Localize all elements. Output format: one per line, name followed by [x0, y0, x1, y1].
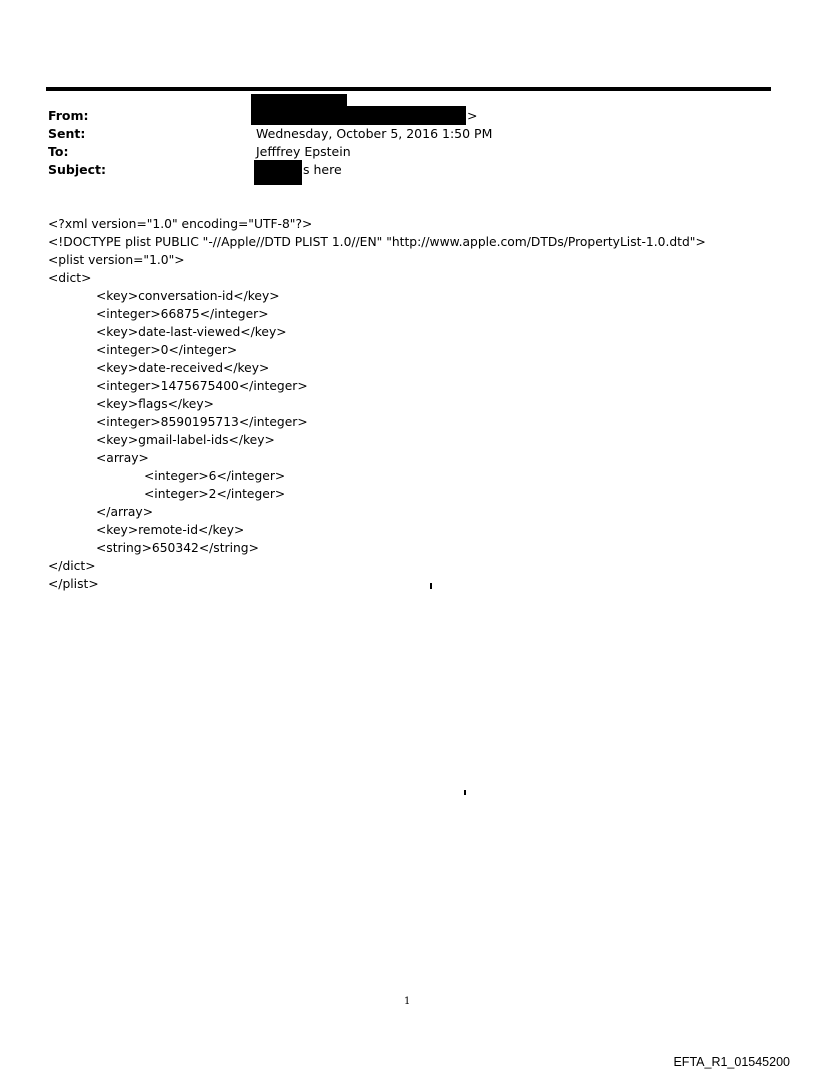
body-line: <integer>66875</integer> [96, 307, 269, 321]
body-line: <key>flags</key> [96, 397, 214, 411]
body-line: </plist> [48, 577, 99, 591]
sent-value: Wednesday, October 5, 2016 1:50 PM [256, 126, 493, 141]
from-value: > [467, 108, 478, 123]
subject-label: Subject: [48, 162, 106, 177]
body-line: <integer>8590195713</integer> [96, 415, 308, 429]
body-line: <string>650342</string> [96, 541, 259, 555]
to-value: Jefffrey Epstein [256, 144, 351, 159]
from-label: From: [48, 108, 89, 123]
redaction-block [254, 160, 302, 185]
body-line: <array> [96, 451, 149, 465]
bates-number: EFTA_R1_01545200 [673, 1055, 790, 1069]
body-line: <!DOCTYPE plist PUBLIC "-//Apple//DTD PLIST 1.0//EN" "http://www.apple.com/DTDs/PropertyList-1.0.dtd"> [48, 235, 706, 249]
body-line: <dict> [48, 271, 92, 285]
body-line: <integer>0</integer> [96, 343, 238, 357]
scan-mark [430, 583, 432, 589]
body-line: <key>date-last-viewed</key> [96, 325, 287, 339]
body-line: <?xml version="1.0" encoding="UTF-8"?> [48, 217, 313, 231]
body-line: <integer>1475675400</integer> [96, 379, 308, 393]
to-label: To: [48, 144, 69, 159]
body-line: <key>gmail-label-ids</key> [96, 433, 275, 447]
body-line: <integer>6</integer> [144, 469, 286, 483]
body-line: <key>conversation-id</key> [96, 289, 280, 303]
sent-label: Sent: [48, 126, 86, 141]
body-line: </array> [96, 505, 153, 519]
body-line: <key>remote-id</key> [96, 523, 245, 537]
body-line: <plist version="1.0"> [48, 253, 185, 267]
redaction-block [251, 106, 466, 125]
body-line: <integer>2</integer> [144, 487, 286, 501]
body-line: <key>date-received</key> [96, 361, 270, 375]
header-rule [46, 87, 771, 91]
body-line: </dict> [48, 559, 96, 573]
page-number: 1 [404, 996, 411, 1007]
scan-mark [464, 790, 466, 795]
subject-value: s here [303, 162, 342, 177]
